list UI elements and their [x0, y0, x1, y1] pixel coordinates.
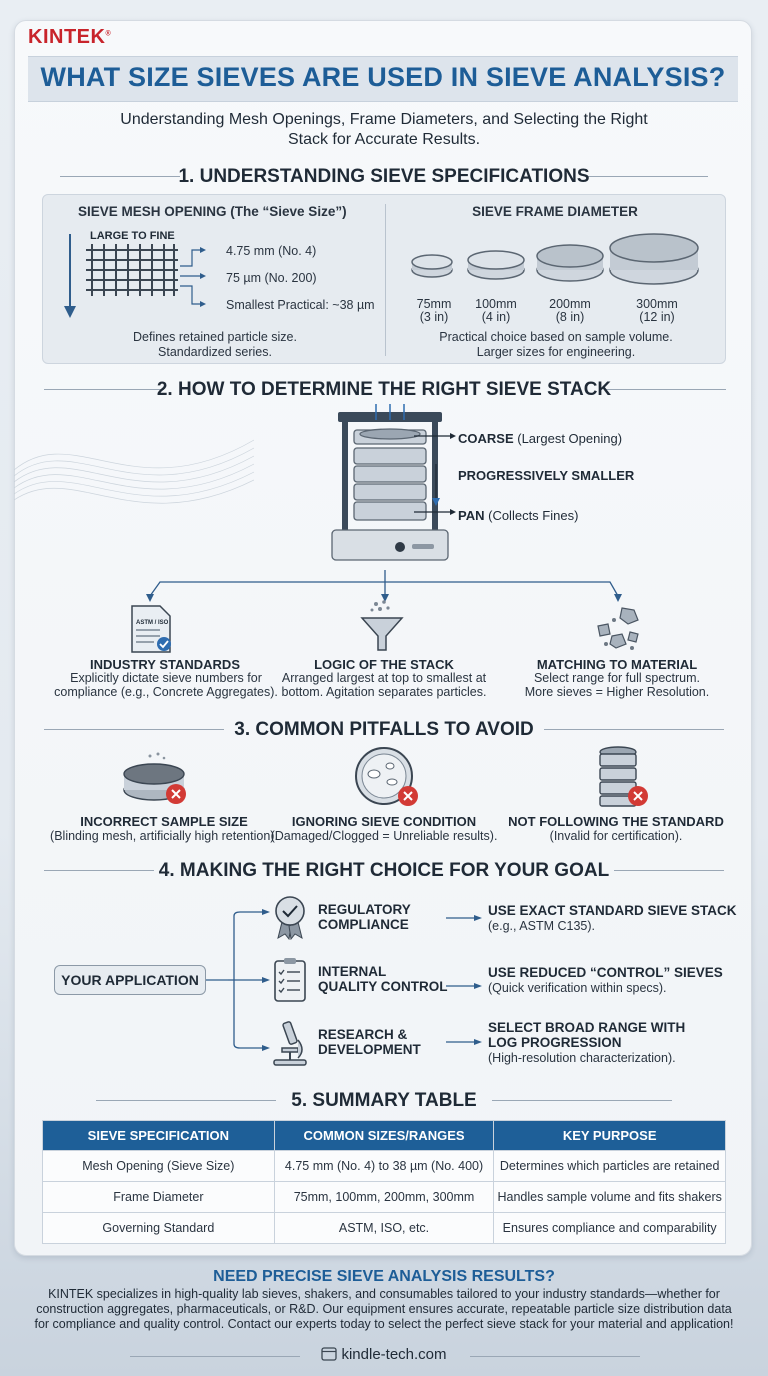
frame-heading: SIEVE FRAME DIAMETER [472, 204, 638, 219]
mesh-caption-2: Standardized series. [158, 345, 272, 359]
microscope-icon [272, 1020, 308, 1066]
goal-1-left-1: REGULATORY [318, 902, 411, 917]
table-cell: Governing Standard [43, 1213, 275, 1244]
overloaded-sieve-icon [120, 752, 192, 808]
particles-icon [592, 604, 642, 654]
pitfall-3-title: NOT FOLLOWING THE STANDARD [508, 814, 724, 829]
stack-label-coarse: COARSE (Largest Opening) [458, 431, 623, 446]
table-cell: Mesh Opening (Sieve Size) [43, 1151, 275, 1182]
footer-body: KINTEK specializes in high-quality lab sieves, shakers, and consumables tailored to your industry standards—whether for construction aggregates, pharmaceuticals, or R&D. Our equipment ensures accurate, repeatable particle size distribution data for compliance and quality control. Contact our experts today to select the perfect sieve stack for your material and application! [34, 1287, 734, 1331]
website-link[interactable] [0, 1346, 768, 1363]
frame-100-in: (4 in) [481, 310, 511, 324]
table-row [43, 1213, 726, 1244]
frame-caption-2: Larger sizes for engineering. [476, 345, 636, 359]
application-branches [206, 900, 276, 1070]
standards-line-2: compliance (e.g., Concrete Aggregates). [54, 685, 278, 699]
pitfall-2-title: IGNORING SIEVE CONDITION [291, 814, 477, 829]
mesh-size-2: 75 µm (No. 200) [226, 271, 317, 285]
page-title: WHAT SIZE SIEVES ARE USED IN SIEVE ANALYSIS? [40, 62, 726, 92]
pitfall-2-desc: (Damaged/Clogged = Unreliable results). [270, 829, 498, 843]
pitfall-3-desc: (Invalid for certification). [549, 829, 683, 843]
summary-table [42, 1120, 726, 1244]
table-row [43, 1151, 726, 1182]
table-header: KEY PURPOSE [494, 1121, 726, 1151]
goal-1-action: USE EXACT STANDARD SIEVE STACK [488, 903, 737, 918]
table-cell: Ensures compliance and comparability [494, 1213, 726, 1244]
mesh-size-1: 4.75 mm (No. 4) [226, 244, 317, 258]
logic-line-2: bottom. Agitation separates particles. [281, 685, 487, 699]
mesh-size-3: Smallest Practical: ~38 µm [226, 298, 375, 312]
table-header-row [43, 1121, 726, 1151]
table-cell: Frame Diameter [43, 1182, 275, 1213]
table-header: COMMON SIZES/RANGES [274, 1121, 494, 1151]
table-header: SIEVE SPECIFICATION [43, 1121, 275, 1151]
section1-heading: 1. UNDERSTANDING SIEVE SPECIFICATIONS [178, 166, 590, 187]
website-url: kindle-tech.com [341, 1346, 447, 1363]
award-badge-icon [272, 894, 308, 940]
logic-title: LOGIC OF THE STACK [314, 657, 454, 672]
direction-label: LARGE TO FINE [90, 230, 175, 242]
table-cell: Determines which particles are retained [494, 1151, 726, 1182]
table-cell: 75mm, 100mm, 200mm, 300mm [274, 1182, 494, 1213]
standards-line-1: Explicitly dictate sieve numbers for [70, 671, 262, 685]
panel-divider [385, 204, 386, 356]
standards-title: INDUSTRY STANDARDS [90, 657, 240, 672]
frame-200-mm: 200mm [549, 297, 591, 311]
section3-heading: 3. COMMON PITFALLS TO AVOID [234, 719, 534, 740]
material-line-1: Select range for full spectrum. [533, 671, 701, 685]
damaged-sieve-icon [352, 746, 422, 810]
decorative-waves [14, 380, 254, 540]
doc-icon-text: ASTM / ISO [136, 620, 169, 626]
pitfall-1-title: INCORRECT SAMPLE SIZE [80, 814, 248, 829]
stack-label-pan: PAN (Collects Fines) [458, 508, 579, 523]
mesh-caption-1: Defines retained particle size. [133, 330, 297, 344]
pitfall-1-desc: (Blinding mesh, artificially high retention). [50, 829, 278, 843]
goal-2-action: USE REDUCED “CONTROL” SIEVES [488, 965, 723, 980]
page-subtitle: Understanding Mesh Openings, Frame Diameters, and Selecting the Right Stack for Accurate Results. [120, 111, 648, 148]
your-application-box: YOUR APPLICATION [54, 965, 206, 995]
browser-icon [321, 1347, 337, 1361]
material-title: MATCHING TO MATERIAL [536, 657, 698, 672]
frame-caption-1: Practical choice based on sample volume. [439, 330, 673, 344]
goal-3-detail: (High-resolution characterization). [488, 1051, 676, 1065]
section5-heading: 5. SUMMARY TABLE [291, 1090, 477, 1111]
funnel-icon [360, 600, 404, 654]
frame-75-mm: 75mm [416, 297, 452, 311]
material-line-2: More sieves = Higher Resolution. [524, 685, 710, 699]
goal-3-action-2: LOG PROGRESSION [488, 1035, 622, 1050]
goal-3-left-2: DEVELOPMENT [318, 1042, 421, 1057]
table-cell: 4.75 mm (No. 4) to 38 µm (No. 400) [274, 1151, 494, 1182]
frame-100-mm: 100mm [475, 297, 517, 311]
sieve-stack-error-icon [594, 744, 654, 810]
logic-line-1: Arranged largest at top to smallest at [281, 671, 487, 685]
goal-3-action-1: SELECT BROAD RANGE WITH [488, 1020, 686, 1035]
stack-arrows [410, 424, 458, 520]
frame-300-mm: 300mm [636, 297, 678, 311]
frame-75-in: (3 in) [419, 310, 449, 324]
table-row [43, 1182, 726, 1213]
frame-300-in: (12 in) [639, 310, 675, 324]
goal-3-left-1: RESEARCH & [318, 1027, 408, 1042]
footer-heading: NEED PRECISE SIEVE ANALYSIS RESULTS? [213, 1268, 555, 1285]
goal-2-detail: (Quick verification within specs). [488, 981, 667, 995]
mesh-grid-icon [60, 226, 210, 320]
mesh-heading: SIEVE MESH OPENING (The “Sieve Size”) [78, 204, 347, 219]
table-cell: ASTM, ISO, etc. [274, 1213, 494, 1244]
goal-2-left-1: INTERNAL [318, 964, 387, 979]
section2-heading: 2. HOW TO DETERMINE THE RIGHT SIEVE STACK [156, 379, 612, 400]
brand-logo: KINTEK® [28, 26, 112, 48]
checklist-icon [274, 958, 306, 1002]
goal-arrows [444, 908, 484, 1048]
stack-label-smaller: PROGRESSIVELY SMALLER [458, 468, 635, 483]
frame-sizes-icon [404, 226, 704, 292]
frame-200-in: (8 in) [555, 310, 585, 324]
goal-1-left-2: COMPLIANCE [318, 917, 409, 932]
goal-2-left-2: QUALITY CONTROL [318, 979, 448, 994]
table-cell: Handles sample volume and fits shakers [494, 1182, 726, 1213]
document-standard-icon [130, 604, 174, 654]
goal-1-detail: (e.g., ASTM C135). [488, 919, 595, 933]
section4-heading: 4. MAKING THE RIGHT CHOICE FOR YOUR GOAL [158, 860, 610, 881]
